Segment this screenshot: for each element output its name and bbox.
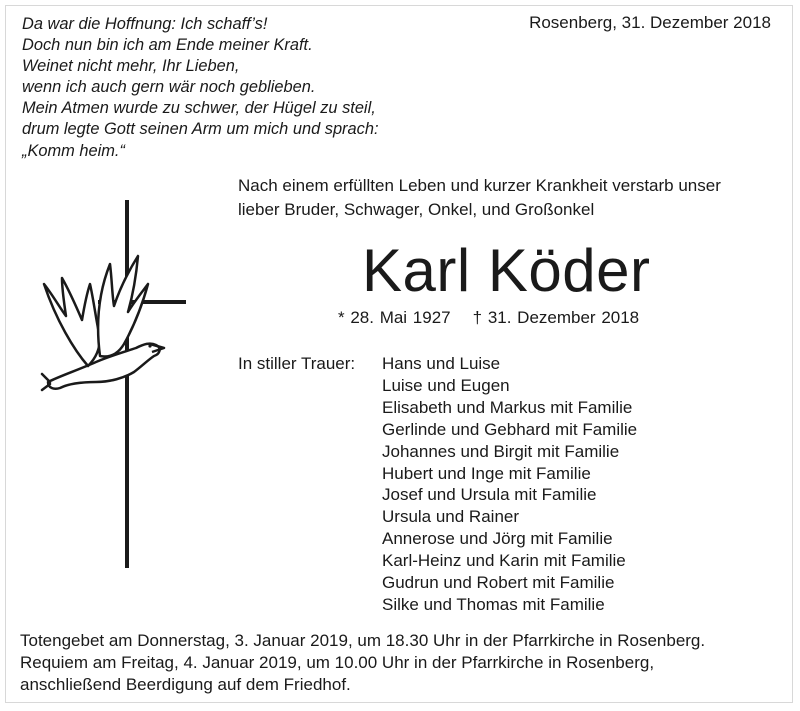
mourner-entry: Annerose und Jörg mit Familie bbox=[382, 529, 613, 549]
announcement-line: Nach einem erfüllten Leben und kurzer Krankheit verstarb unser bbox=[238, 176, 721, 195]
death-date: † 31. Dezember 2018 bbox=[472, 308, 640, 327]
announcement-text bbox=[238, 174, 786, 222]
poem-line: Doch nun bin ich am Ende meiner Kraft. bbox=[22, 36, 313, 55]
poem bbox=[22, 14, 442, 162]
mourner-entry: Hubert und Inge mit Familie bbox=[382, 463, 591, 483]
mourner-entry: Karl-Heinz und Karin mit Familie bbox=[382, 551, 626, 571]
announcement-line: lieber Bruder, Schwager, Onkel, und Großonkel bbox=[238, 200, 595, 219]
service-line: Requiem am Freitag, 4. Januar 2019, um 10.00 Uhr in der Pfarrkirche in Rosenberg, bbox=[20, 653, 655, 672]
mourner-entry: Ursula und Rainer bbox=[382, 507, 520, 527]
mourning-label: In stiller Trauer: bbox=[238, 354, 356, 373]
service-line: anschließend Beerdigung auf dem Friedhof. bbox=[20, 675, 351, 694]
service-line: Totengebet am Donnerstag, 3. Januar 2019, um 18.30 Uhr in der Pfarrkirche in Rosenberg. bbox=[20, 631, 706, 650]
life-dates bbox=[338, 306, 639, 330]
place-date: Rosenberg, 31. Dezember 2018 bbox=[529, 13, 771, 32]
poem-line: „Komm heim.“ bbox=[22, 141, 125, 160]
mourner-entry: Gerlinde und Gebhard mit Familie bbox=[382, 419, 638, 439]
mourner-entry: Johannes und Birgit mit Familie bbox=[382, 441, 620, 461]
poem-line: Da war die Hoffnung: Ich schaff’s! bbox=[22, 15, 268, 33]
poem-line: Mein Atmen wurde zu schwer, der Hügel zu steil, bbox=[22, 99, 376, 118]
mourner-entry: Luise und Eugen bbox=[382, 375, 510, 395]
poem-line: Weinet nicht mehr, Ihr Lieben, bbox=[22, 57, 240, 76]
mourner-entry: Gudrun und Robert mit Familie bbox=[382, 573, 615, 593]
mourner-entry: Josef und Ursula mit Familie bbox=[382, 485, 597, 505]
birth-date: * 28. Mai 1927 bbox=[338, 308, 451, 327]
mourner-entry: Elisabeth und Markus mit Familie bbox=[382, 397, 633, 417]
deceased-name: Karl Köder bbox=[362, 237, 651, 304]
poem-line: wenn ich auch gern wär noch geblieben. bbox=[22, 78, 316, 97]
mourner-entry: Hans und Luise bbox=[382, 354, 501, 373]
service-details bbox=[20, 630, 790, 696]
mourner-entry: Silke und Thomas mit Familie bbox=[382, 594, 605, 614]
mourners-list bbox=[382, 353, 637, 616]
cross-with-dove-icon bbox=[38, 198, 198, 575]
poem-line: drum legte Gott seinen Arm um mich und sprach: bbox=[22, 120, 379, 139]
